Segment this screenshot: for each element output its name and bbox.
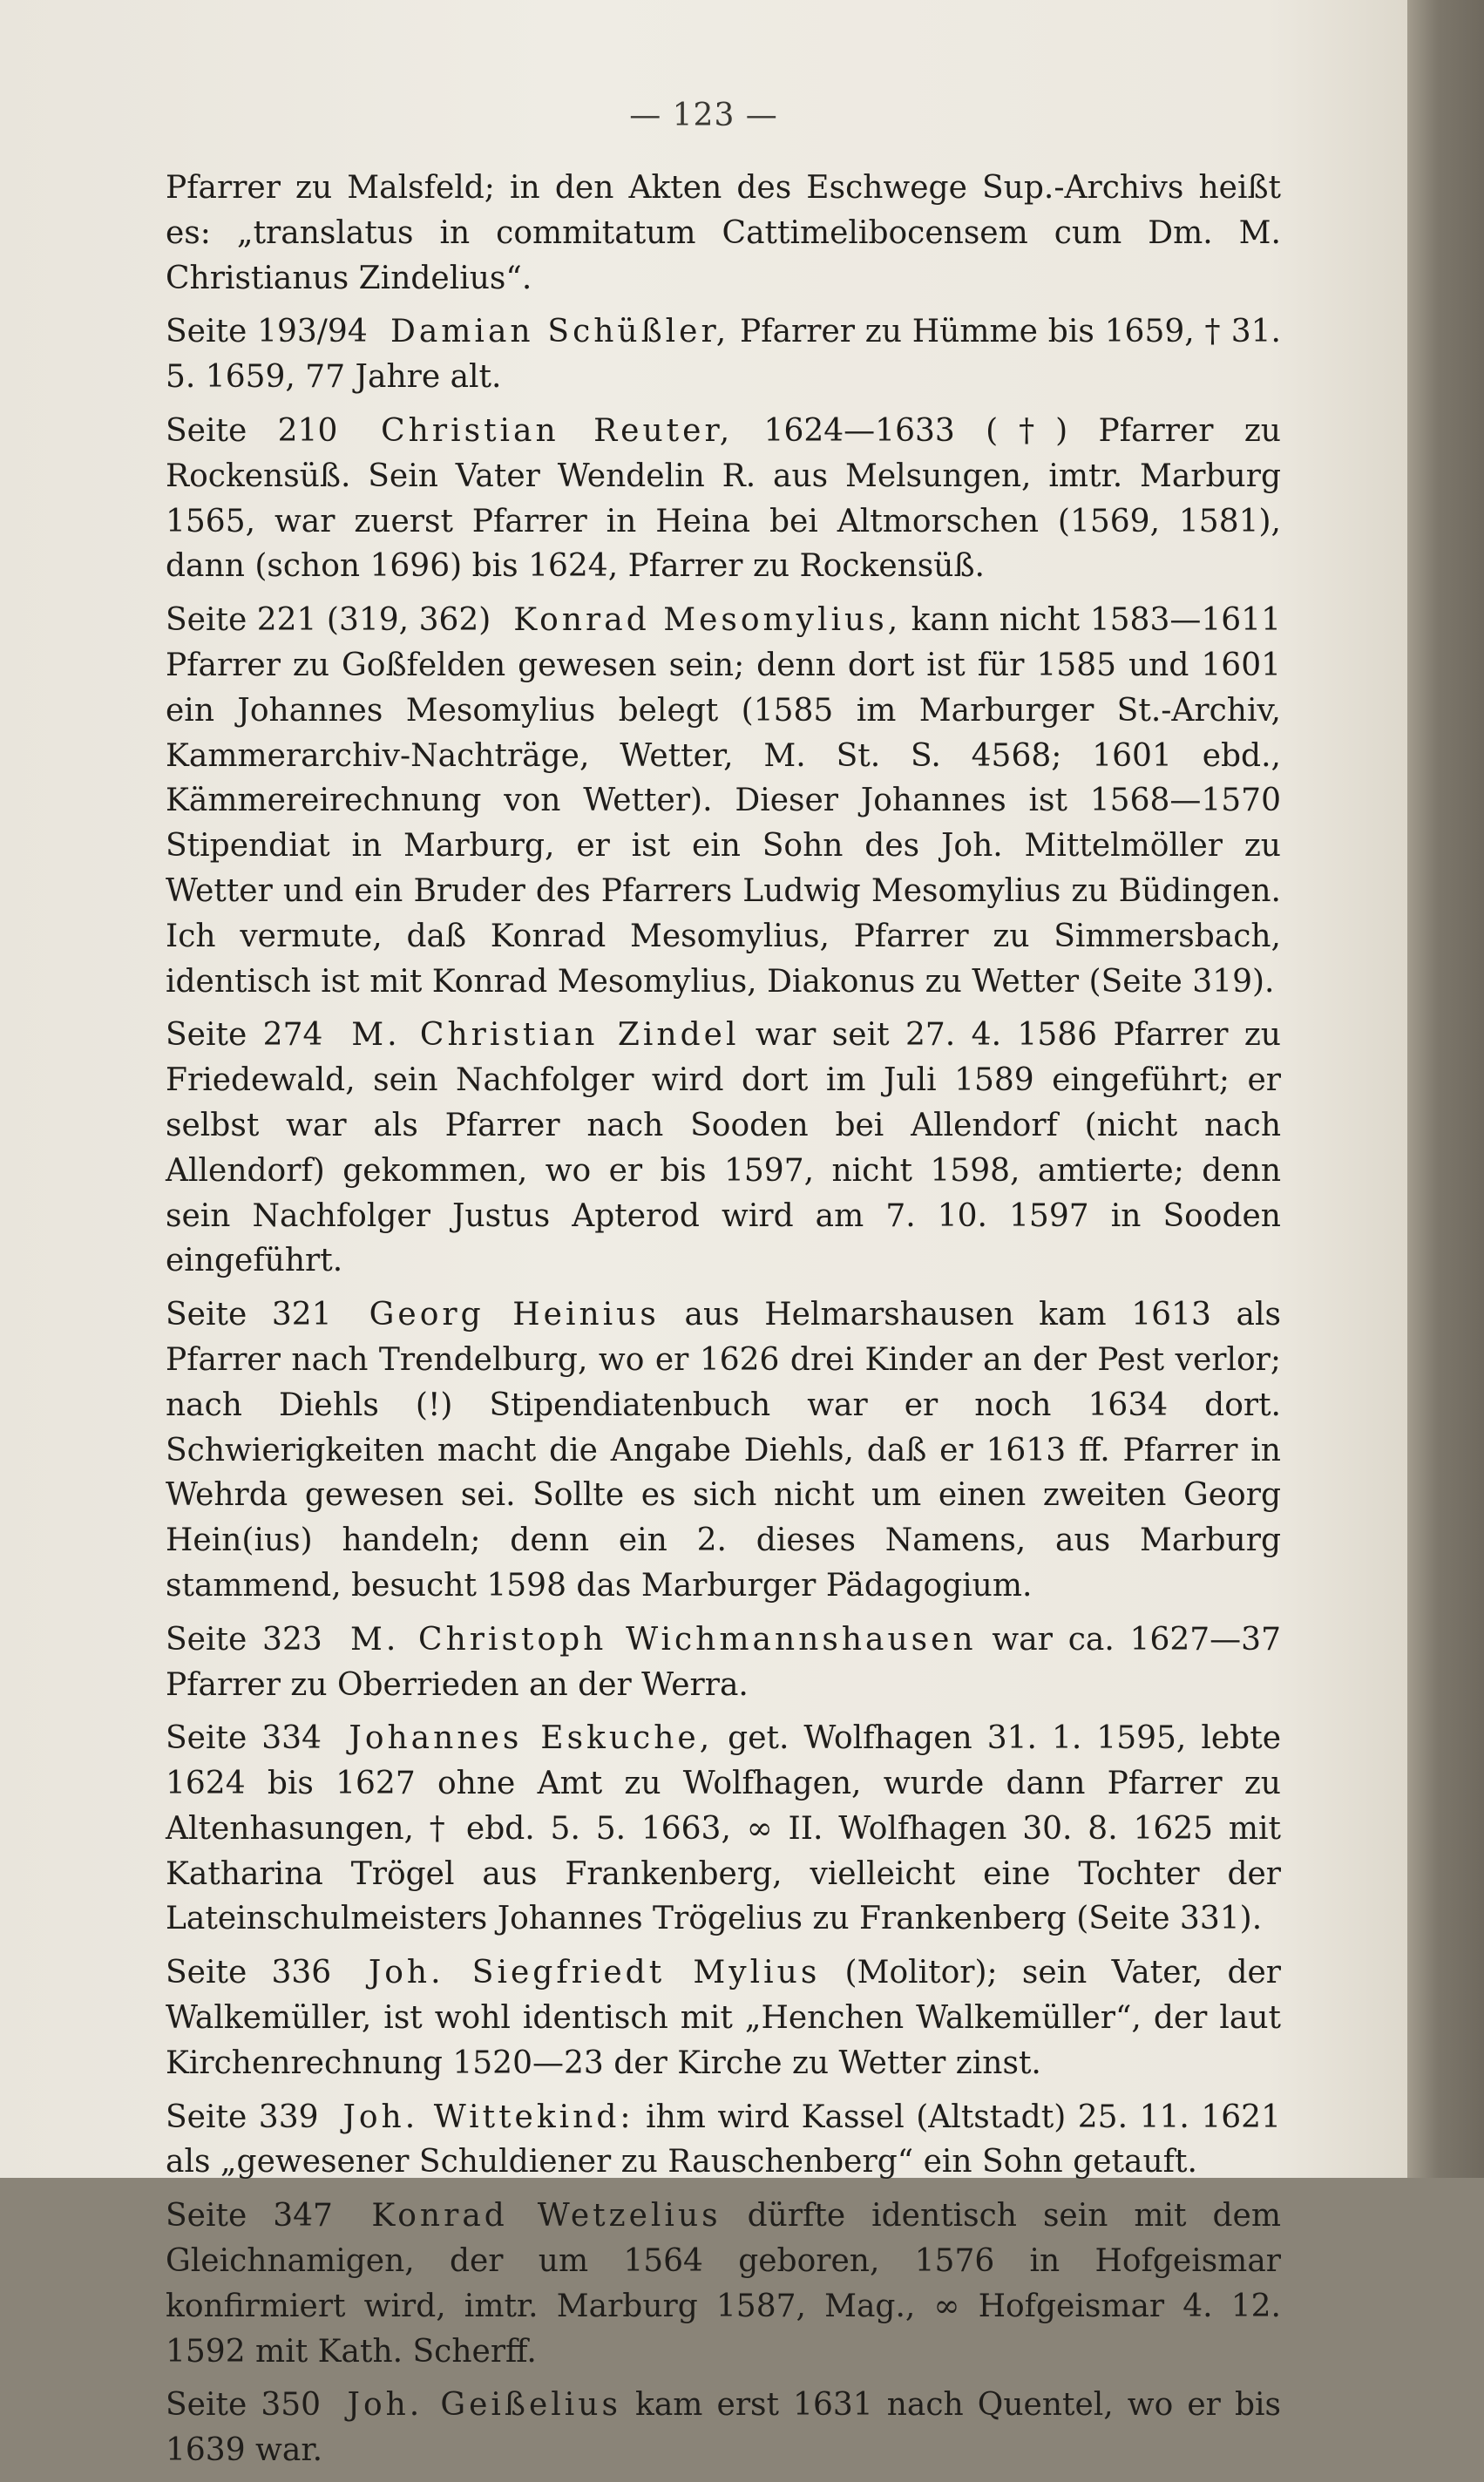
entry-seite-339	[166, 2095, 1281, 2186]
entry-label: Seite 321	[166, 1297, 332, 1333]
entry-label: Seite 339	[166, 2099, 319, 2135]
entry-seite-210	[166, 409, 1281, 589]
entry-label: Seite 334	[166, 1720, 322, 1757]
entry-text: kann nicht 1583—1611 Pfarrer zu Goßfelden gewesen sein; denn dort ist für 1585 und 1601 ein Johannes Mesomylius belegt (1585 im Marburger St.-Archiv, Kammerarchiv-Nachträge, Wetter, M. St. S. 4568; 1601 ebd., Kämmereirechnung von Wetter). Dieser Johannes ist 1568—1570 Stipendiat in Marburg, er ist ein Sohn des Joh. Mittelmöller zu Wetter und ein Bruder des Pfarrers Ludwig Mesomylius zu Büdingen. Ich vermute, daß Konrad Mesomylius, Pfarrer zu Simmersbach, identisch ist mit Konrad Mesomylius, Diakonus zu Wetter (Seite 319).	[166, 602, 1281, 1000]
entry-seite-336	[166, 1950, 1281, 2085]
entry-seite-221	[166, 598, 1281, 1004]
entry-text: kam erst 1631 nach Quentel, wo er bis 1639 war.	[166, 2387, 1281, 2469]
entry-text: Pfarrer zu Malsfeld; in den Akten des Eschwege Sup.-Archivs heißt es: „translatus in commitatum Cattimelibocensem cum Dm. M. Christianus Zindelius“.	[166, 170, 1281, 296]
entry-label: Seite 210	[166, 412, 338, 449]
entry-seite-274	[166, 1013, 1281, 1284]
entry-text: dürfte identisch sein mit dem Gleichnamigen, der um 1564 geboren, 1576 in Hofgeismar konfirmiert wird, imtr. Marburg 1587, Mag., ∞ Hofgeismar 4. 12. 1592 mit Kath. Scherff.	[166, 2198, 1281, 2370]
entry-name: M. Christoph Wichmannshausen	[349, 1621, 977, 1658]
entry-name: Georg Heinius	[369, 1297, 660, 1333]
entry-text: (Molitor); sein Vater, der Walkemüller, ist wohl identisch mit „Henchen Walkemüller“, der laut Kirchenrechnung 1520—23 der Kirche zu Wetter zinst.	[166, 1955, 1281, 2081]
entry-name: Joh. Wittekind:	[342, 2099, 634, 2135]
entry-name: Konrad Wetzelius	[371, 2198, 722, 2234]
book-binding-edge	[1407, 0, 1484, 2178]
entry-name: Christian Reuter,	[381, 412, 734, 449]
entry-label: Seite 274	[166, 1017, 323, 1054]
entry-text: ihm wird Kassel (Altstadt) 25. 11. 1621 als „gewesener Schuldiener zu Rauschenberg“ ein Sohn getauft.	[166, 2099, 1281, 2180]
entry-seite-193-94	[166, 309, 1281, 400]
entry-text: war seit 27. 4. 1586 Pfarrer zu Friedewald, sein Nachfolger wird dort im Juli 1589 eingeführt; er selbst war als Pfarrer nach Sooden bei Allendorf (nicht nach Allendorf) gekommen, wo er bis 1597, nicht 1598, amtierte; denn sein Nachfolger Justus Apterod wird am 7. 10. 1597 in Sooden eingeführt.	[166, 1017, 1281, 1279]
entry-name: M. Christian Zindel	[351, 1017, 740, 1054]
entry-seite-334	[166, 1716, 1281, 1942]
entry-name: Joh. Siegfriedt Mylius	[368, 1955, 821, 1991]
entry-text: aus Helmarshausen kam 1613 als Pfarrer nach Trendelburg, wo er 1626 drei Kinder an der Pest verlor; nach Diehls (!) Stipendiatenbuch war er noch 1634 dort. Schwierigkeiten macht die Angabe Diehls, daß er 1613 ff. Pfarrer in Wehrda gewesen sei. Sollte es sich nicht um einen zweiten Georg Hein(ius) handeln; denn ein 2. dieses Namens, aus Marburg stammend, besucht 1598 das Marburger Pädagogium.	[166, 1297, 1281, 1604]
entry-label: Seite 221 (319, 362)	[166, 602, 491, 639]
entry-name: Johannes Eskuche,	[349, 1720, 714, 1757]
entry-name: Konrad Mesomylius,	[513, 602, 902, 639]
page-body	[166, 166, 1281, 2482]
entry-label: Seite 193/94	[166, 314, 368, 350]
entry-seite-321	[166, 1292, 1281, 1609]
entry-name: Damian Schüßler,	[390, 314, 730, 350]
entry-text: Pfarrer zu Hümme bis 1659, † 31. 5. 1659, 77 Jahre alt.	[166, 314, 1281, 396]
entry-label: Seite 323	[166, 1621, 322, 1658]
entry-text: get. Wolfhagen 31. 1. 1595, lebte 1624 bis 1627 ohne Amt zu Wolfhagen, wurde dann Pfarrer zu Altenhasungen, † ebd. 5. 5. 1663, ∞ II. Wolfhagen 30. 8. 1625 mit Katharina Trögel aus Frankenberg, vielleicht eine Tochter der Lateinschulmeisters Johannes Trögelius zu Frankenberg (Seite 331).	[166, 1720, 1282, 1937]
entry-seite-347	[166, 2194, 1281, 2374]
page-number: — 123 —	[629, 98, 778, 133]
entry-continuation	[166, 166, 1281, 301]
entry-name: Joh. Geißelius	[347, 2387, 621, 2424]
entry-label: Seite 336	[166, 1955, 332, 1991]
entry-seite-350	[166, 2383, 1281, 2473]
entry-seite-323	[166, 1617, 1281, 1708]
entry-label: Seite 350	[166, 2387, 322, 2424]
entry-text: 1624—1633 (†) Pfarrer zu Rockensüß. Sein Vater Wendelin R. aus Melsungen, imtr. Marburg 1565, war zuerst Pfarrer in Heina bei Altmorschen (1569, 1581), dann (schon 1696) bis 1624, Pfarrer zu Rockensüß.	[166, 412, 1281, 585]
entry-text: war ca. 1627—37 Pfarrer zu Oberrieden an der Werra.	[166, 1621, 1281, 1703]
entry-label: Seite 347	[166, 2198, 333, 2234]
